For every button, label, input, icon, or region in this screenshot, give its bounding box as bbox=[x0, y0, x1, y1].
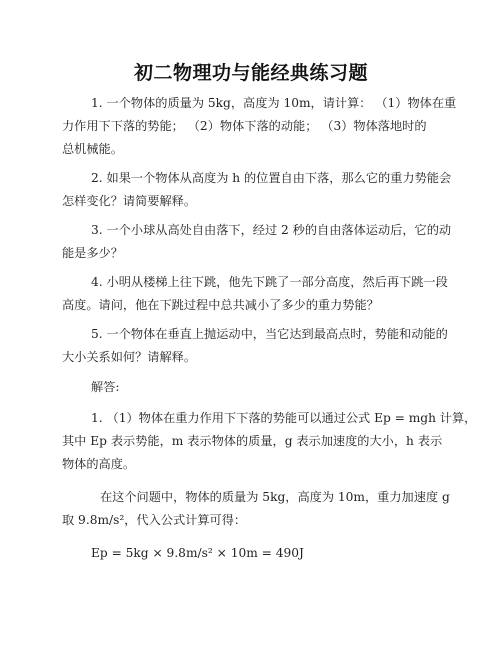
answer-2-line-1: 在这个问题中，物体的质量为 5kg，高度为 10m，重力加速度 g bbox=[100, 490, 450, 504]
page-title: 初二物理功与能经典练习题 bbox=[133, 62, 368, 84]
question-5-line-2: 大小关系如何？请解释。 bbox=[62, 350, 197, 364]
formula-line: Ep = 5kg × 9.8m/s² × 10m = 490J bbox=[91, 546, 304, 560]
question-2-line-1: 2. 如果一个物体从高度为 h 的位置自由下落，那么它的重力势能会 bbox=[91, 171, 452, 185]
answer-1-line-1: 1. （1）物体在重力作用下下落的势能可以通过公式 Ep = mgh 计算， bbox=[91, 411, 477, 425]
answer-1-line-2: 其中 Ep 表示势能，m 表示物体的质量，g 表示加速度的大小，h 表示 bbox=[62, 434, 443, 448]
answer-2-line-2: 取 9.8m/s²，代入公式计算可得： bbox=[62, 513, 247, 527]
question-1-line-2: 力作用下下落的势能； （2）物体下落的动能； （3）物体落地时的 bbox=[62, 119, 427, 133]
question-2-line-2: 怎样变化？请简要解释。 bbox=[62, 194, 197, 208]
question-1-line-3: 总机械能。 bbox=[62, 142, 123, 156]
answer-1-line-3: 物体的高度。 bbox=[62, 457, 136, 471]
question-4-line-1: 4. 小明从楼梯上往下跳，他先下跳了一部分高度，然后再下跳一段 bbox=[91, 275, 448, 289]
question-5-line-1: 5. 一个物体在垂直上抛运动中，当它达到最高点时，势能和动能的 bbox=[91, 327, 448, 341]
question-3-line-1: 3. 一个小球从高处自由落下，经过 2 秒的自由落体运动后，它的动 bbox=[91, 223, 452, 237]
question-1-line-1: 1. 一个物体的质量为 5kg，高度为 10m，请计算： （1）物体在重 bbox=[91, 96, 457, 110]
question-4-line-2: 高度。请问，他在下跳过程中总共减小了多少的重力势能？ bbox=[62, 298, 379, 312]
question-3-line-2: 能是多少？ bbox=[62, 246, 123, 260]
answer-label: 解答: bbox=[91, 380, 120, 394]
